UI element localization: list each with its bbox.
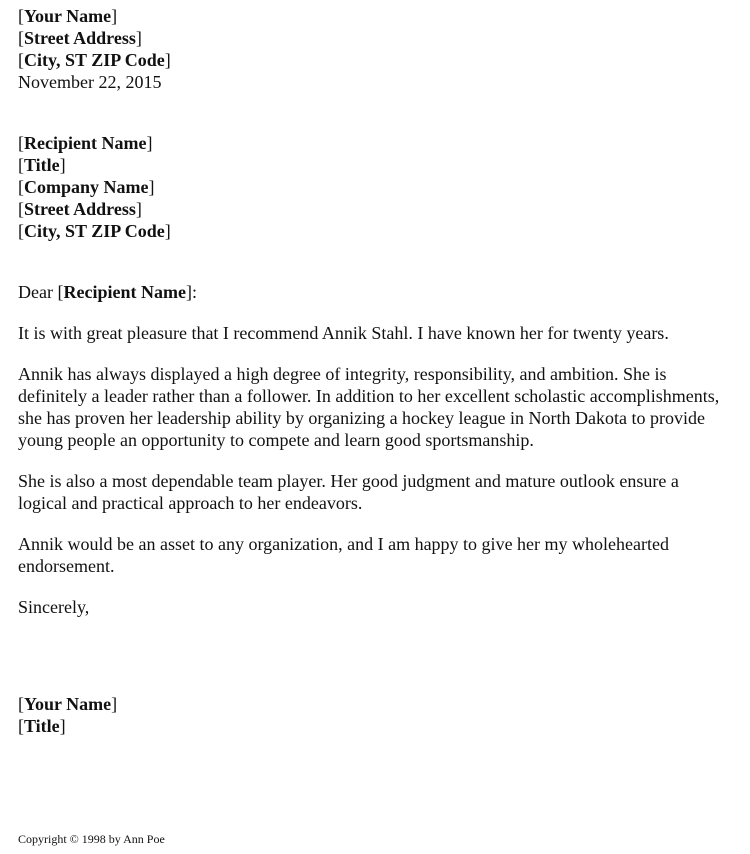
- recipient-title: [Title]: [18, 155, 66, 175]
- signature-name: [Your Name]: [18, 694, 118, 714]
- signature-title: [Title]: [18, 716, 66, 736]
- sender-name: [Your Name]: [18, 6, 118, 26]
- body-paragraph-4: Annik would be an asset to any organization, and I am happy to give her my wholehearted endorsement.: [18, 534, 669, 576]
- recipient-company: [Company Name]: [18, 177, 155, 197]
- body-paragraph-1: It is with great pleasure that I recommend Annik Stahl. I have known her for twenty years.: [18, 323, 669, 343]
- body-paragraph-2: Annik has always displayed a high degree of integrity, responsibility, and ambition. She is definitely a leader rather than a follower. In addition to her excellent scholastic accomplishments, she has proven her leadership ability by organizing a hockey league in North Dakota to provide young people an opportunity to compete and learn good sportsmanship.: [18, 364, 720, 450]
- copyright-notice: Copyright © 1998 by Ann Poe: [18, 832, 165, 846]
- body-paragraph-3: She is also a most dependable team player. Her good judgment and mature outlook ensure a logical and practical approach to her endeavors.: [18, 471, 679, 513]
- recipient-block: [18, 132, 730, 242]
- recipient-name: [Recipient Name]: [18, 133, 153, 153]
- sender-street: [Street Address]: [18, 28, 142, 48]
- sender-city: [City, ST ZIP Code]: [18, 50, 171, 70]
- salutation: Dear [Recipient Name]:: [18, 282, 197, 302]
- signature-block: [18, 693, 730, 737]
- sender-block: [18, 5, 730, 93]
- recipient-street: [Street Address]: [18, 199, 142, 219]
- letter-date: November 22, 2015: [18, 72, 162, 92]
- letter-page: [18, 5, 730, 737]
- closing: Sincerely,: [18, 597, 90, 617]
- recipient-city: [City, ST ZIP Code]: [18, 221, 171, 241]
